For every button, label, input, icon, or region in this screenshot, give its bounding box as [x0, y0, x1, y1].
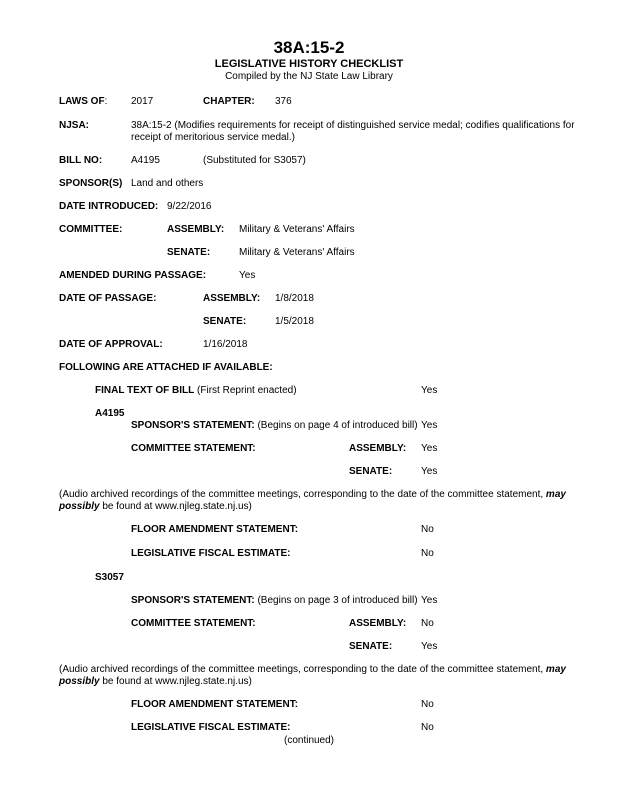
audio-note-emphasis: may possibly	[59, 489, 566, 512]
committee-senate-label: SENATE:	[167, 247, 211, 258]
s3057-senate-value: Yes	[421, 641, 438, 652]
audio-note-2	[59, 664, 604, 688]
approval-label: DATE OF APPROVAL:	[59, 339, 163, 350]
laws-of-value: 2017	[131, 96, 154, 107]
s3057-floor-label: FLOOR AMENDMENT STATEMENT:	[131, 699, 299, 710]
a4195-assembly-label: ASSEMBLY:	[349, 443, 407, 454]
s3057-senate-label: SENATE:	[349, 641, 393, 652]
attached-heading: FOLLOWING ARE ATTACHED IF AVAILABLE:	[59, 362, 273, 373]
njsa-value: 38A:15-2 (Modifies requirements for receipt of distinguished service medal; codifies qualifications for receipt of meritorious service medal.)	[131, 120, 575, 143]
sponsor-label: SPONSOR(S)	[59, 178, 123, 189]
s3057-sponsor-value: Yes	[421, 595, 438, 606]
a4195-heading: A4195	[95, 408, 125, 419]
passage-label: DATE OF PASSAGE:	[59, 293, 157, 304]
chapter-label: CHAPTER:	[203, 96, 255, 107]
checklist-subtitle: LEGISLATIVE HISTORY CHECKLIST	[214, 58, 404, 70]
a4195-sponsor-row	[131, 420, 418, 432]
a4195-floor-label: FLOOR AMENDMENT STATEMENT:	[131, 524, 299, 535]
final-text-row	[95, 385, 297, 397]
s3057-sponsor-label: SPONSOR'S STATEMENT:	[131, 595, 255, 606]
a4195-assembly-value: Yes	[421, 443, 438, 454]
laws-of-colon: :	[104, 96, 108, 107]
audio-note-before: (Audio archived recordings of the committee meetings, corresponding to the date of the committee statement,	[59, 489, 546, 500]
passage-assembly-label: ASSEMBLY:	[203, 293, 261, 304]
passage-assembly-value: 1/8/2018	[275, 293, 314, 304]
page-title: 38A:15-2	[273, 38, 345, 57]
a4195-fiscal-label: LEGISLATIVE FISCAL ESTIMATE:	[131, 548, 291, 559]
committee-assembly-value: Military & Veterans' Affairs	[239, 224, 355, 235]
audio-note-2-before: (Audio archived recordings of the committee meetings, corresponding to the date of the committee statement,	[59, 664, 546, 675]
amended-label: AMENDED DURING PASSAGE:	[59, 270, 207, 281]
committee-label: COMMITTEE:	[59, 224, 123, 235]
committee-assembly-label: ASSEMBLY:	[167, 224, 225, 235]
s3057-assembly-value: No	[421, 618, 434, 629]
date-introduced-value: 9/22/2016	[167, 201, 212, 212]
approval-value: 1/16/2018	[203, 339, 248, 350]
chapter-value: 376	[275, 96, 292, 107]
bill-no-note: (Substituted for S3057)	[203, 155, 306, 166]
a4195-sponsor-note: (Begins on page 4 of introduced bill)	[257, 420, 418, 431]
s3057-sponsor-note: (Begins on page 3 of introduced bill)	[257, 595, 418, 606]
njsa-label: NJSA:	[59, 120, 90, 131]
committee-senate-value: Military & Veterans' Affairs	[239, 247, 355, 258]
a4195-senate-value: Yes	[421, 466, 438, 477]
audio-note-2-emphasis: may possibly	[59, 664, 566, 687]
date-introduced-label: DATE INTRODUCED:	[59, 201, 159, 212]
passage-senate-value: 1/5/2018	[275, 316, 314, 327]
audio-note-after: be found at www.njleg.state.nj.us)	[99, 501, 252, 512]
a4195-fiscal-value: No	[421, 548, 434, 559]
final-text-note: (First Reprint enacted)	[197, 385, 297, 396]
passage-senate-label: SENATE:	[203, 316, 247, 327]
s3057-fiscal-value: No	[421, 722, 434, 733]
amended-value: Yes	[239, 270, 256, 281]
final-text-value: Yes	[421, 385, 438, 396]
bill-no-value: A4195	[131, 155, 160, 166]
laws-of-label-text: LAWS OF	[59, 96, 105, 107]
continued-note: (continued)	[283, 735, 335, 746]
a4195-sponsor-value: Yes	[421, 420, 438, 431]
a4195-floor-value: No	[421, 524, 434, 535]
s3057-floor-value: No	[421, 699, 434, 710]
a4195-committee-label: COMMITTEE STATEMENT:	[131, 443, 256, 454]
laws-of-label	[59, 96, 107, 108]
sponsor-value: Land and others	[131, 178, 204, 189]
bill-no-label: BILL NO:	[59, 155, 103, 166]
audio-note-2-after: be found at www.njleg.state.nj.us)	[99, 676, 252, 687]
s3057-committee-label: COMMITTEE STATEMENT:	[131, 618, 256, 629]
final-text-label: FINAL TEXT OF BILL	[95, 385, 195, 396]
audio-note	[59, 489, 604, 513]
compiled-by: Compiled by the NJ State Law Library	[225, 71, 393, 82]
s3057-assembly-label: ASSEMBLY:	[349, 618, 407, 629]
s3057-heading: S3057	[95, 572, 124, 583]
a4195-senate-label: SENATE:	[349, 466, 393, 477]
a4195-sponsor-label: SPONSOR'S STATEMENT:	[131, 420, 255, 431]
s3057-sponsor-row	[131, 595, 418, 607]
s3057-fiscal-label: LEGISLATIVE FISCAL ESTIMATE:	[131, 722, 291, 733]
